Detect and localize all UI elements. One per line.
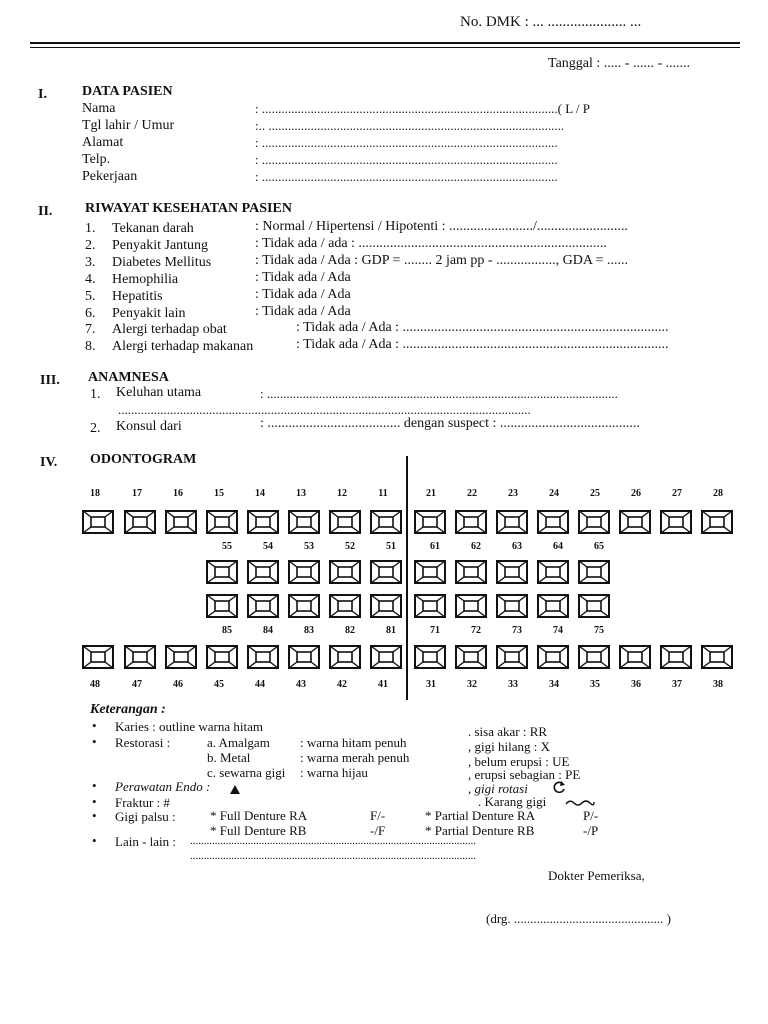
tooth-32[interactable] [455, 645, 487, 669]
legend-bullet: • [92, 794, 97, 809]
history-value-2[interactable]: : Tidak ada / ada : ....................................................................... [255, 236, 607, 251]
tooth-74[interactable] [537, 594, 569, 618]
tooth-number-11: 11 [378, 488, 388, 499]
tooth-36[interactable] [619, 645, 651, 669]
tooth-34[interactable] [537, 645, 569, 669]
tooth-number-47: 47 [132, 679, 142, 690]
tooth-number-27: 27 [672, 488, 682, 499]
header-rule-bottom [30, 47, 740, 48]
anamnesa-num-2: 2. [90, 421, 101, 436]
tooth-72[interactable] [455, 594, 487, 618]
tooth-42[interactable] [329, 645, 361, 669]
tooth-number-65: 65 [594, 541, 604, 552]
history-label-7: Alergi terhadap obat [112, 322, 227, 337]
date-field: Tanggal : ..... - ...... - ....... [548, 56, 691, 71]
history-value-8[interactable]: : Tidak ada / Ada : ............................................................................ [296, 337, 669, 352]
tooth-17[interactable] [124, 510, 156, 534]
tooth-number-37: 37 [672, 679, 682, 690]
tooth-71[interactable] [414, 594, 446, 618]
history-label-1: Tekanan darah [112, 221, 194, 236]
history-num-5: 5. [85, 289, 96, 304]
tooth-number-41: 41 [378, 679, 388, 690]
tooth-61[interactable] [414, 560, 446, 584]
tooth-27[interactable] [660, 510, 692, 534]
tooth-65[interactable] [578, 560, 610, 584]
tooth-number-64: 64 [553, 541, 563, 552]
tooth-number-36: 36 [631, 679, 641, 690]
history-num-6: 6. [85, 306, 96, 321]
tooth-number-18: 18 [90, 488, 100, 499]
tooth-number-48: 48 [90, 679, 100, 690]
legend-title: Keterangan : [90, 702, 166, 717]
tooth-41[interactable] [370, 645, 402, 669]
lain-lain-line-2[interactable]: ........................................................................................................ [190, 850, 476, 862]
field-label-alamat: Alamat [82, 135, 124, 150]
legend-gigi-hilang: , gigi hilang : X [468, 739, 550, 754]
legend-bullet: • [92, 833, 97, 848]
tooth-number-75: 75 [594, 625, 604, 636]
tooth-16[interactable] [165, 510, 197, 534]
history-value-6[interactable]: : Tidak ada / Ada [255, 304, 351, 319]
tooth-18[interactable] [82, 510, 114, 534]
legend-sewarna: c. sewarna gigi [207, 765, 286, 780]
tooth-number-26: 26 [631, 488, 641, 499]
legend-fd-rb-code: -/F [370, 823, 386, 838]
tooth-21[interactable] [414, 510, 446, 534]
tooth-55[interactable] [206, 560, 238, 584]
history-num-3: 3. [85, 255, 96, 270]
anamnesa-label-2: Konsul dari [116, 419, 182, 434]
legend-bullet: • [92, 808, 97, 823]
anamnesa-label-1: Keluhan utama [116, 385, 202, 400]
tooth-number-38: 38 [713, 679, 723, 690]
tooth-31[interactable] [414, 645, 446, 669]
tilde-wave-icon [565, 795, 595, 813]
legend-karang-gigi: . Karang gigi [478, 794, 547, 809]
tooth-number-71: 71 [430, 625, 440, 636]
doctor-signature-field[interactable]: (drg. .............................................. ) [486, 911, 672, 926]
tooth-number-13: 13 [296, 488, 306, 499]
tooth-14[interactable] [247, 510, 279, 534]
legend-bullet: • [92, 718, 97, 733]
tooth-number-53: 53 [304, 541, 314, 552]
dmk-number: No. DMK : ... ..................... ... [460, 14, 642, 30]
tooth-number-12: 12 [337, 488, 347, 499]
field-label-tgl-lahir: Tgl lahir / Umur [82, 118, 175, 133]
anamnesa-value-2[interactable]: : ...................................... dengan suspect : ........................................ [260, 416, 640, 431]
tooth-number-17: 17 [132, 488, 142, 499]
tooth-number-82: 82 [345, 625, 355, 636]
tooth-number-42: 42 [337, 679, 347, 690]
tooth-28[interactable] [701, 510, 733, 534]
legend-bullet: • [92, 778, 97, 793]
tooth-number-46: 46 [173, 679, 183, 690]
tooth-number-83: 83 [304, 625, 314, 636]
history-num-4: 4. [85, 272, 96, 287]
tooth-number-24: 24 [549, 488, 559, 499]
lain-lain-line-1[interactable]: ........................................................................................................ [190, 835, 476, 847]
field-value-telp[interactable]: : ........................................................................................... [255, 152, 558, 167]
field-label-nama: Nama [82, 101, 116, 116]
tooth-85[interactable] [206, 594, 238, 618]
legend-restorasi: Restorasi : [115, 735, 171, 750]
legend-erupsi-sebagian: , erupsi sebagian : PE [468, 767, 581, 782]
history-label-4: Hemophilia [112, 272, 179, 287]
anamnesa-num-1: 1. [90, 387, 101, 402]
field-label-telp: Telp. [82, 152, 111, 167]
anamnesa-value-cont[interactable]: ............................................................................................................................... [118, 402, 531, 417]
section2-number: II. [38, 204, 53, 219]
history-value-1[interactable]: : Normal / Hipertensi / Hipotenti : ......................../.......................... [255, 219, 628, 234]
tooth-26[interactable] [619, 510, 651, 534]
tooth-47[interactable] [124, 645, 156, 669]
tooth-75[interactable] [578, 594, 610, 618]
tooth-number-23: 23 [508, 488, 518, 499]
section1-number: I. [38, 87, 47, 102]
tooth-number-16: 16 [173, 488, 183, 499]
tooth-number-61: 61 [430, 541, 440, 552]
tooth-number-74: 74 [553, 625, 563, 636]
tooth-37[interactable] [660, 645, 692, 669]
tooth-64[interactable] [537, 560, 569, 584]
section1-title: DATA PASIEN [82, 84, 173, 99]
rotation-arrow-icon [552, 780, 566, 799]
tooth-48[interactable] [82, 645, 114, 669]
section3-title: ANAMNESA [88, 370, 169, 385]
tooth-number-33: 33 [508, 679, 518, 690]
history-label-8: Alergi terhadap makanan [112, 339, 254, 354]
legend-sisa-akar: . sisa akar : RR [468, 724, 548, 739]
history-value-3[interactable]: : Tidak ada / Ada : GDP = ........ 2 jam pp - ................., GDA = ...... [255, 253, 629, 268]
tooth-number-62: 62 [471, 541, 481, 552]
tooth-35[interactable] [578, 645, 610, 669]
tooth-number-52: 52 [345, 541, 355, 552]
legend-metal-desc: : warna merah penuh [300, 750, 410, 765]
tooth-number-25: 25 [590, 488, 600, 499]
tooth-53[interactable] [288, 560, 320, 584]
tooth-number-22: 22 [467, 488, 477, 499]
tooth-number-43: 43 [296, 679, 306, 690]
section3-number: III. [40, 373, 60, 388]
tooth-73[interactable] [496, 594, 528, 618]
field-value-pekerjaan[interactable]: : ........................................................................................... [255, 169, 558, 184]
header-rule-top [30, 42, 740, 44]
tooth-number-32: 32 [467, 679, 477, 690]
history-num-8: 8. [85, 339, 96, 354]
legend-lain-lain: Lain - lain : [115, 834, 177, 849]
tooth-number-54: 54 [263, 541, 273, 552]
tooth-52[interactable] [329, 560, 361, 584]
tooth-number-84: 84 [263, 625, 273, 636]
section4-title: ODONTOGRAM [90, 452, 197, 467]
tooth-38[interactable] [701, 645, 733, 669]
legend-gigi-rotasi: , gigi rotasi [468, 781, 528, 796]
tooth-15[interactable] [206, 510, 238, 534]
field-value-alamat[interactable]: : ........................................................................................... [255, 135, 558, 150]
legend-karies: Karies : outline warna hitam [115, 719, 264, 734]
tooth-33[interactable] [496, 645, 528, 669]
tooth-number-63: 63 [512, 541, 522, 552]
tooth-51[interactable] [370, 560, 402, 584]
legend-fraktur: Fraktur : # [115, 795, 170, 810]
history-label-6: Penyakit lain [112, 306, 186, 321]
tooth-43[interactable] [288, 645, 320, 669]
legend-pd-rb-code: -/P [583, 823, 599, 838]
examining-doctor-label: Dokter Pemeriksa, [548, 868, 645, 883]
tooth-63[interactable] [496, 560, 528, 584]
history-num-2: 2. [85, 238, 96, 253]
tooth-number-34: 34 [549, 679, 559, 690]
history-label-5: Hepatitis [112, 289, 163, 304]
tooth-12[interactable] [329, 510, 361, 534]
tooth-11[interactable] [370, 510, 402, 534]
tooth-23[interactable] [496, 510, 528, 534]
legend-gigi-palsu: Gigi palsu : [115, 809, 176, 824]
tooth-62[interactable] [455, 560, 487, 584]
legend-endo: Perawatan Endo : [115, 779, 211, 794]
legend-pd-rb: * Partial Denture RB [425, 823, 535, 838]
tooth-number-81: 81 [386, 625, 396, 636]
tooth-22[interactable] [455, 510, 487, 534]
field-value-nama[interactable]: : ...........................................................................................( L / P [255, 101, 590, 116]
tooth-45[interactable] [206, 645, 238, 669]
tooth-25[interactable] [578, 510, 610, 534]
tooth-number-31: 31 [426, 679, 436, 690]
tooth-82[interactable] [329, 594, 361, 618]
tooth-54[interactable] [247, 560, 279, 584]
history-label-2: Penyakit Jantung [112, 238, 209, 253]
tooth-number-14: 14 [255, 488, 265, 499]
tooth-number-51: 51 [386, 541, 396, 552]
tooth-81[interactable] [370, 594, 402, 618]
legend-belum-erupsi: , belum erupsi : UE [468, 754, 570, 769]
history-label-3: Diabetes Mellitus [112, 255, 212, 270]
legend-fd-rb: * Full Denture RB [210, 823, 307, 838]
section2-title: RIWAYAT KESEHATAN PASIEN [85, 201, 292, 216]
field-label-pekerjaan: Pekerjaan [82, 169, 138, 184]
tooth-number-55: 55 [222, 541, 232, 552]
legend-metal: b. Metal [207, 750, 251, 765]
history-num-7: 7. [85, 322, 96, 337]
tooth-number-72: 72 [471, 625, 481, 636]
legend-amalgam-desc: : warna hitam penuh [300, 735, 407, 750]
tooth-number-21: 21 [426, 488, 436, 499]
legend-pd-ra: * Partial Denture RA [425, 808, 536, 823]
legend-fd-ra: * Full Denture RA [210, 808, 308, 823]
tooth-number-44: 44 [255, 679, 265, 690]
history-value-7[interactable]: : Tidak ada / Ada : ............................................................................ [296, 320, 669, 335]
tooth-number-28: 28 [713, 488, 723, 499]
legend-pd-ra-code: P/- [583, 808, 599, 823]
section4-number: IV. [40, 455, 58, 470]
history-value-5[interactable]: : Tidak ada / Ada [255, 287, 351, 302]
legend-amalgam: a. Amalgam [207, 735, 270, 750]
tooth-number-85: 85 [222, 625, 232, 636]
tooth-44[interactable] [247, 645, 279, 669]
tooth-number-73: 73 [512, 625, 522, 636]
tooth-number-35: 35 [590, 679, 600, 690]
anamnesa-value-1[interactable]: : ............................................................................................................ [260, 386, 618, 401]
legend-fd-ra-code: F/- [370, 808, 386, 823]
tooth-24[interactable] [537, 510, 569, 534]
field-value-tgl-lahir[interactable]: :.. ........................................................................................... [255, 118, 565, 133]
history-value-4[interactable]: : Tidak ada / Ada [255, 270, 351, 285]
legend-bullet: • [92, 734, 97, 749]
history-num-1: 1. [85, 221, 96, 236]
tooth-84[interactable] [247, 594, 279, 618]
odontogram-midline [406, 456, 408, 700]
tooth-46[interactable] [165, 645, 197, 669]
tooth-13[interactable] [288, 510, 320, 534]
tooth-number-45: 45 [214, 679, 224, 690]
tooth-number-15: 15 [214, 488, 224, 499]
tooth-83[interactable] [288, 594, 320, 618]
endo-triangle-icon [230, 781, 240, 799]
legend-sewarna-desc: : warna hijau [300, 765, 368, 780]
